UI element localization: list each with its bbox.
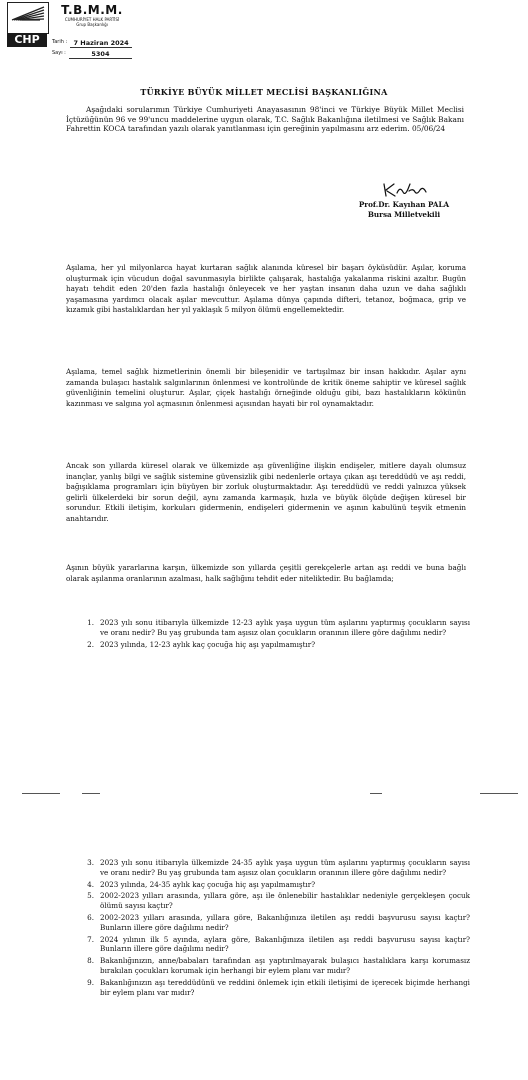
tbmm-stamp	[52, 3, 132, 58]
question-list-2	[80, 858, 470, 999]
question-item	[80, 956, 470, 976]
stamp-date-row: Tarih : 7 Haziran 2024	[52, 39, 132, 48]
question-text: 2002-2023 yılları arasında, yıllara göre, Bakanlığınıza iletilen aşı reddi başvurusu sayısı kaçtır? Bunların illere göre dağılımı nedir?	[100, 912, 470, 932]
intro-paragraph: Aşağıdaki sorularımın Türkiye Cumhuriyeti Anayasasının 98'inci ve Türkiye Büyük Millet Meclisi İçtüzüğünün 96 ve 99'uncu maddelerine uygun olarak, T.C. Sağlık Bakanlığına iletilmesi ve Sağlık Bakanı Fahrettin KOCA tarafından yazılı olarak yanıtlanması için gereğinin yapılmasını arz ederim. 05/06/24	[66, 105, 464, 134]
body-paragraph-3: Ancak son yıllarda küresel olarak ve ülkemizde aşı güvenliğine ilişkin endişeler, mitlere dayalı olumsuz inançlar, yanlış bilgi ve sağlık sistemine güvensizlik gibi nedenlerle ortaya çıkan aşı tereddüdü ve aşı reddi, bağışıklama programları için büyüyen bir zorluk oluşturmaktadır. Aşı tereddüdü ve reddi yalnızca yüksek gelirli ülkelerdeki bir sorun değil, aynı zamanda karmaşık, hızla ve büyük ölçüde değişen küresel bir sorundur. Etkili iletişim, korkuları gidermenin, endişeleri gidermenin ve aşının kabulünü teşvik etmenin anahtarıdır.	[66, 461, 466, 523]
question-item	[80, 978, 470, 998]
page-break-line	[480, 793, 518, 794]
handwritten-signature	[380, 180, 440, 200]
question-list-1	[80, 618, 470, 651]
stamp-title: T.B.M.M.	[61, 3, 123, 17]
body-paragraph-1: Aşılama, her yıl milyonlarca hayat kurtaran sağlık alanında küresel bir başarı öyküsüdür. Aşılar, koruma oluşturmak için vücudun doğal savunmasıyla birlikte çalışarak, hastalığa yakalanma riskini azaltır. Bugün hayatı tehdit eden 20'den fazla hastalığı önleyecek ve her yaştan insanın daha uzun ve daha sağlıklı yaşamasına yardımcı olacak aşılar mevcuttur. Aşılama dünya çapında difteri, tetanoz, boğmaca, grip ve kızamık gibi hastalıklardan her yıl yaklaşık 5 milyon ölümü engellemektedir.	[66, 263, 466, 315]
question-text: 2023 yılında, 24-35 aylık kaç çocuğa hiç aşı yapılmamıştır?	[100, 879, 316, 889]
question-text: 2023 yılı sonu itibarıyla ülkemizde 12-23 aylık yaşa uygun tüm aşılarını yaptırmış çocukların sayısı ve oranı nedir? Bu yaş grubunda tam aşısız olan çocukların oranının illere göre dağılımı nedir?	[100, 618, 470, 637]
question-item	[80, 891, 470, 911]
page-break-line	[82, 793, 100, 794]
signature-block	[354, 200, 454, 219]
body-paragraph-4: Aşının büyük yararlarına karşın, ülkemizde son yıllarda çeşitli gerekçelerle artan aşı reddi ve buna bağlı olarak aşılanma oranlarının azalması, halk sağlığını tehdit eder niteliktedir. Bu bağlamda;	[66, 563, 466, 583]
question-number: 8.	[87, 956, 94, 966]
question-text: 2023 yılında, 12-23 aylık kaç çocuğa hiç aşı yapılmamıştır?	[100, 639, 316, 649]
question-number: 5.	[87, 891, 94, 901]
stamp-sub: Grup Başkanlığı	[76, 22, 108, 27]
page-break-line	[370, 793, 382, 794]
stamp-org: CUMHURİYET HALK PARTİSİ	[64, 17, 120, 22]
page-break-line	[22, 793, 60, 794]
chp-logo-text: CHP	[7, 33, 47, 47]
question-item	[80, 640, 470, 650]
question-item	[80, 935, 470, 955]
question-text: 2002-2023 yılları arasında, yıllara göre, aşı ile önlenebilir hastalıklar nedeniyle gerçekleşen çocuk ölümü sayısı kaçtır?	[100, 891, 470, 911]
chp-arrows-icon	[10, 5, 46, 21]
question-item	[80, 880, 470, 890]
page-title: TÜRKİYE BÜYÜK MİLLET MECLİSİ BAŞKANLIĞINA	[140, 87, 388, 97]
question-text: Bakanlığınızın, anne/babaları tarafından aşı yaptırılmayarak bulaşıcı hastalıklara karşı korumasız bırakılan çocukları korumak için herhangi bir eylem planı var mıdır?	[100, 956, 470, 975]
stamp-date: 7 Haziran 2024	[70, 39, 132, 48]
question-number: 2.	[87, 639, 94, 649]
question-text: 2023 yılı sonu itibarıyla ülkemizde 24-35 aylık yaşa uygun tüm aşılarını yaptırmış çocukların sayısı ve oranı nedir? Bu yaş grubunda tam aşısız olan çocukların oranının illere göre dağılımı nedir?	[100, 858, 470, 877]
chp-logo	[7, 2, 49, 34]
question-number: 3.	[87, 858, 94, 867]
stamp-number: 5304	[69, 50, 132, 59]
question-item	[80, 858, 470, 878]
question-item	[80, 618, 470, 638]
question-number: 4.	[87, 879, 94, 889]
body-paragraph-2: Aşılama, temel sağlık hizmetlerinin önemli bir bileşenidir ve tartışılmaz bir insan hakkıdır. Aşılar aynı zamanda bulaşıcı hastalık salgınlarının önlenmesi ve kontrolünde de kritik öneme sahiptir ve küresel sağlık güvenliğinin temelini oluşturur. Aşılar, çiçek hastalığı örneğinde olduğu gibi, bazı hastalıkların kökünün kazınması ve salgına yol açmasının önlenmesi açısından hayati bir rol oynamaktadır.	[66, 367, 466, 408]
question-number: 1.	[87, 618, 94, 627]
signatory-title: Bursa Milletvekili	[367, 209, 441, 219]
question-item	[80, 913, 470, 933]
question-text: Bakanlığınızın aşı tereddüdünü ve reddini önlemek için etkili iletişimi de içerecek biçimde herhangi bir eylem planı var mıdır?	[100, 977, 470, 997]
question-number: 7.	[87, 934, 94, 944]
stamp-number-row: Sayı : 5304	[52, 50, 132, 59]
question-text: 2024 yılının ilk 5 ayında, aylara göre, Bakanlığınıza iletilen aşı reddi başvurusu sayısı kaçtır? Bunların illere göre dağılımı nedir?	[100, 934, 470, 954]
question-number: 9.	[87, 977, 94, 987]
question-number: 6.	[87, 912, 94, 922]
signatory-name: Prof.Dr. Kayıhan PALA	[358, 200, 450, 209]
